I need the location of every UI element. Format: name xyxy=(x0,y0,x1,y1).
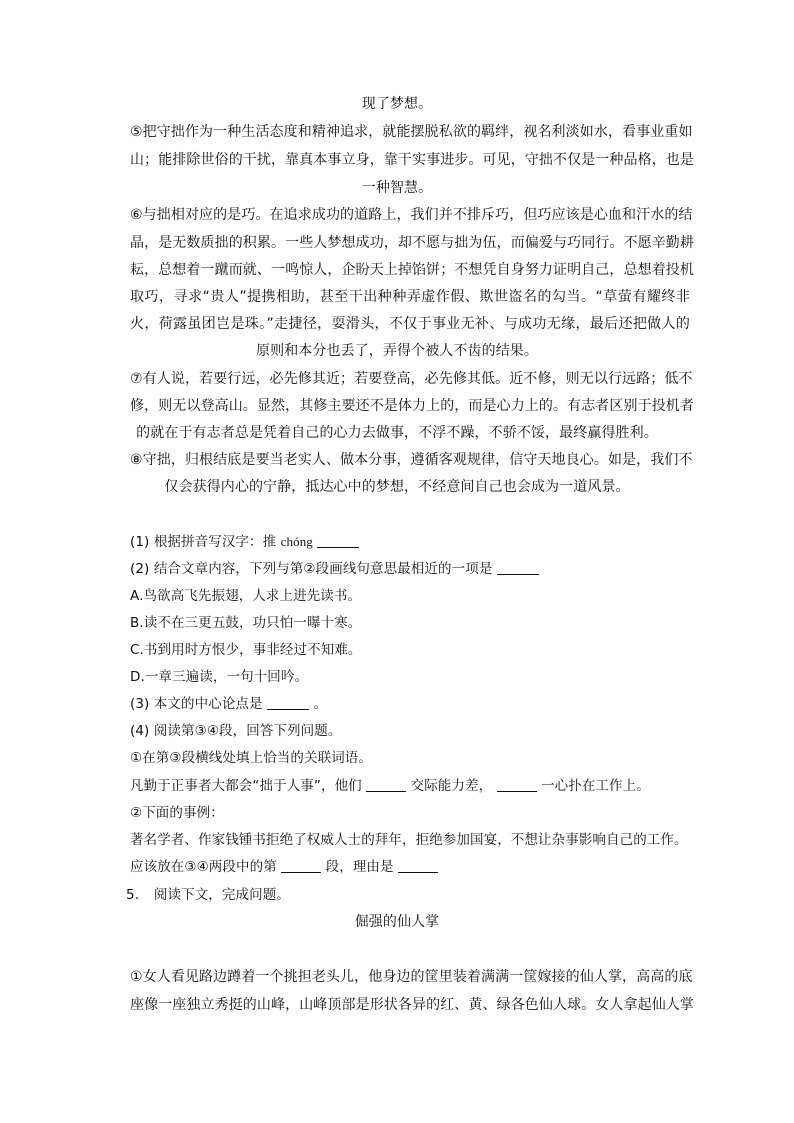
paragraph-6-line-4: 取巧，寻求“贵人”提携相助，甚至干出种种弄虚作假、欺世盗名的勾当。“草萤有耀终非 xyxy=(130,289,690,305)
prompt-part-b: 段，理由是 xyxy=(325,859,394,875)
answer-blank[interactable] xyxy=(281,858,321,873)
question-3 xyxy=(130,694,327,714)
answer-blank[interactable] xyxy=(497,560,539,575)
prompt-part-a: 应该放在③④两段中的第 xyxy=(130,859,277,875)
sentence-part-b: 交际能力差， xyxy=(410,778,493,794)
item-number: 5. xyxy=(126,887,140,903)
answer-blank[interactable] xyxy=(366,777,406,792)
paragraph-6-line-6: 原则和本分也丢了，弄得个被人不齿的结果。 xyxy=(256,343,538,359)
question-2-prompt: (2) 结合文章内容，下列与第②段画线句意思最相近的一项是 xyxy=(130,561,493,577)
paragraph-6-line-1: ⑥与拙相对应的是巧。在追求成功的道路上，我们并不排斥巧，但巧应该是心血和汗水的结 xyxy=(130,207,693,223)
answer-blank[interactable] xyxy=(398,858,438,873)
option-c: C.书到用时方恨少，事非经过不知难。 xyxy=(130,642,362,658)
paragraph-6-line-3: 耘，总想着一蹴而就、一鸣惊人，企盼天上掉馅饼；不想凭自身努力证明自己，总想着投机 xyxy=(130,262,694,278)
option-a: A.鸟欲高飞先振翅，人求上进先读书。 xyxy=(130,588,362,604)
paragraph-6-line-2: 晶，是无数质拙的积累。一些人梦想成功，却不愿与拙为伍，而偏爱与巧同行。不愿辛勤耕 xyxy=(130,235,694,251)
answer-blank[interactable] xyxy=(317,533,359,548)
question-3-prompt: (3) 本文的中心论点是 xyxy=(130,696,263,712)
question-2 xyxy=(130,559,539,579)
question-4-example: 著名学者、作家钱锺书拒绝了权威人士的拜年，拒绝参加国宴，不想让杂事影响自己的工作。 xyxy=(130,832,688,848)
question-4-part-2-prompt xyxy=(130,857,438,877)
option-d: D.一章三遍读，一句十回吟。 xyxy=(130,669,309,685)
passage-line: 现了梦想。 xyxy=(361,96,433,112)
paragraph-5-line-3: 一种智慧。 xyxy=(361,180,433,196)
paragraph-6-line-5: 火，荷露虽团岂是珠。”走捷径，耍滑头，不仅于事业无补、与成功无缘，最后还把做人的 xyxy=(130,316,690,332)
answer-blank[interactable] xyxy=(267,695,309,710)
sentence-part-a: 凡勤于正事者大都会“拙于人事”，他们 xyxy=(130,778,362,794)
question-4: (4) 阅读第③④段，回答下列问题。 xyxy=(130,723,342,739)
paragraph-7-line-2: 修，则无以登高山。显然，其修主要还不是体力上的，而是心力上的。有志者区别于投机者 xyxy=(130,398,694,414)
question-1-pinyin: chóng xyxy=(280,534,313,549)
paragraph-5-line-2: 山；能排除世俗的干扰，靠真本事立身，靠干实事进步。可见，守拙不仅是一种品格，也是 xyxy=(130,152,694,168)
question-1 xyxy=(130,532,359,552)
paragraph-7-line-3: 的就在于有志者总是凭着自己的心力去做事，不浮不躁，不骄不馁，最终赢得胜利。 xyxy=(136,425,658,441)
question-4-part-1-sentence xyxy=(130,776,650,796)
question-1-prompt: (1) 根据拼音写汉字：推 xyxy=(130,534,277,550)
item-instruction: 阅读下文，完成问题。 xyxy=(153,887,290,903)
item-5-heading xyxy=(126,885,290,905)
question-4-part-2: ②下面的事例： xyxy=(130,805,224,821)
article-paragraph-1-line-2: 座像一座独立秀挺的山峰，山峰顶部是形状各异的红、黄、绿各色仙人球。女人拿起仙人掌 xyxy=(130,997,694,1013)
paragraph-7-line-1: ⑦有人说，若要行远，必先修其近；若要登高，必先修其低。近不修，则无以行远路；低不 xyxy=(130,371,693,387)
article-paragraph-1-line-1: ①女人看见路边蹲着一个挑担老头儿，他身边的筐里装着满满一筐嫁接的仙人掌，高高的底 xyxy=(130,969,693,985)
paragraph-8-line-1: ⑧守拙，归根结底是要当老实人、做本分事，遵循客观规律，信守天地良心。如是，我们不 xyxy=(130,452,693,468)
article-title: 倔强的仙人掌 xyxy=(354,914,440,930)
paragraph-8-line-2: 仅会获得内心的宁静，抵达心中的梦想，不经意间自己也会成为一道风景。 xyxy=(164,479,630,495)
sentence-part-c: 一心扑在工作上。 xyxy=(541,778,650,794)
option-b: B.读不在三更五鼓，功只怕一曝十寒。 xyxy=(130,615,362,631)
question-3-suffix: 。 xyxy=(313,696,328,712)
paragraph-5-line-1: ⑤把守拙作为一种生活态度和精神追求，就能摆脱私欲的羁绊，视名利淡如水，看事业重如 xyxy=(130,124,693,140)
question-4-part-1: ①在第③段横线处填上恰当的关联词语。 xyxy=(130,750,373,766)
answer-blank[interactable] xyxy=(497,777,537,792)
